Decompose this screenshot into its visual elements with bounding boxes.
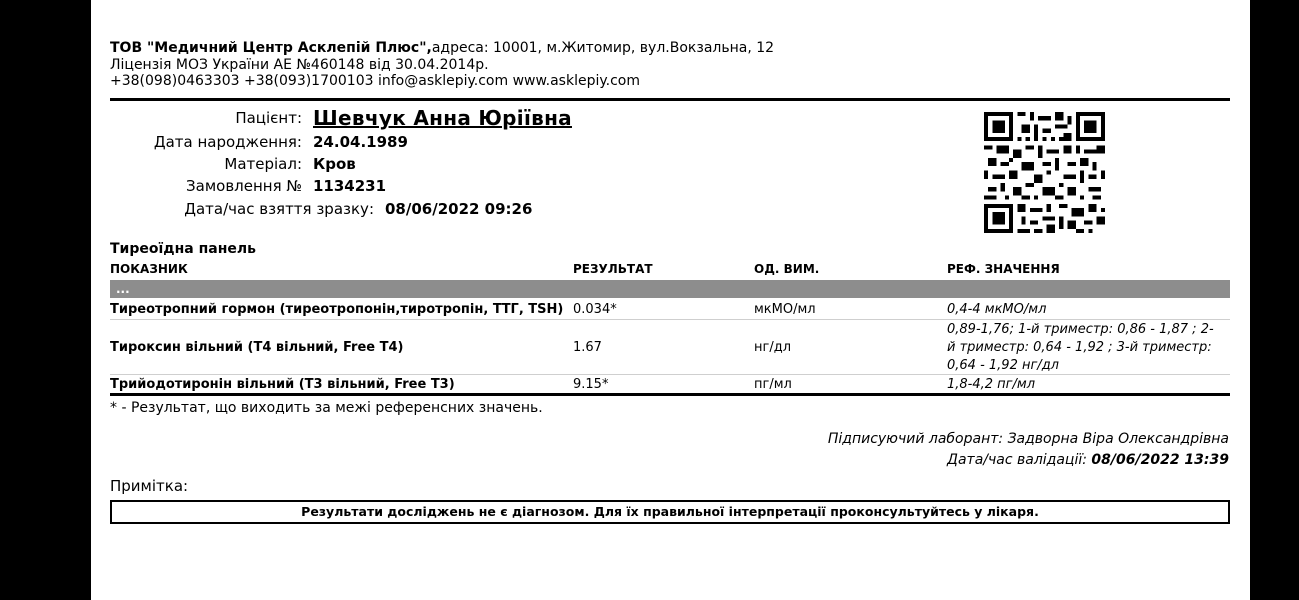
row-3-reference: 1,8-4,2 пг/мл (947, 377, 1035, 392)
section-title: Тиреоїдна панель (110, 241, 256, 257)
row-2-result: 1.67 (573, 340, 602, 355)
dob-label: Дата народження: (153, 133, 302, 151)
col-header-result: РЕЗУЛЬТАТ (573, 262, 653, 276)
row-2-unit: нг/дл (754, 340, 792, 355)
lab-signature (828, 431, 1229, 447)
lab-label: Підписуючий лаборант: (827, 431, 1004, 447)
sample-datetime-label: Дата/час взяття зразку: (184, 200, 374, 218)
col-header-indicator: ПОКАЗНИК (110, 262, 188, 276)
clinic-header (110, 40, 774, 90)
company-address: адреса: 10001, м.Житомир, вул.Вокзальна, 12 (431, 40, 775, 56)
row-1-reference: 0,4-4 мкМО/мл (947, 302, 1047, 317)
company-name: ТОВ "Медичний Центр Асклепій Плюс", (110, 40, 432, 56)
group-placeholder: ... (116, 282, 130, 296)
header-divider (110, 98, 1230, 101)
license-line: Ліцензія МОЗ України АЕ №460148 від 30.04.2014р. (110, 56, 489, 73)
row-3-name: Трийодотиронін вільний (Т3 вільний, Free T3) (110, 377, 455, 392)
material-label: Матеріал: (224, 155, 302, 173)
validation-datetime: 08/06/2022 13:39 (1091, 452, 1229, 468)
col-header-unit: ОД. ВИМ. (754, 262, 820, 276)
row-3-result: 9.15* (573, 377, 609, 392)
note-label: Примітка: (110, 477, 189, 495)
group-band (110, 280, 1230, 298)
row-2-reference: 0,89-1,76; 1-й триместр: 0,86 - 1,87 ; 2-й триместр: 0,64 - 1,92 ; 3-й триместр: 0,64 - 1,92 нг/дл (947, 322, 1214, 373)
row-1-result: 0.034* (573, 302, 617, 317)
row-3-unit: пг/мл (754, 377, 792, 392)
dob-value: 24.04.1989 (313, 133, 408, 151)
table-bottom-rule (110, 393, 1230, 396)
order-label: Замовлення № (186, 177, 302, 195)
col-header-reference: РЕФ. ЗНАЧЕННЯ (947, 262, 1060, 276)
lab-name: Задворна Віра Олександрівна (1007, 431, 1229, 447)
row-1-name: Тиреотропний гормон (тиреотропонін,тиротропін, ТТГ, TSH) (110, 302, 564, 317)
patient-name-label: Пацієнт: (235, 109, 302, 127)
row-2-name: Тироксин вільний (Т4 вільний, Free T4) (110, 340, 404, 355)
order-value: 1134231 (313, 177, 387, 195)
row-divider (110, 374, 1230, 375)
material-value: Кров (313, 155, 356, 173)
document-page (91, 0, 1250, 600)
contacts-line: +38(098)0463303 +38(093)1700103 info@asklepiy.com www.asklepiy.com (110, 73, 641, 89)
footnote: * - Результат, що виходить за межі референсних значень. (110, 400, 543, 416)
sample-datetime-value: 08/06/2022 09:26 (385, 200, 533, 218)
patient-name: Шевчук Анна Юріївна (313, 106, 572, 130)
row-1-unit: мкМО/мл (754, 302, 816, 317)
validation-line (947, 452, 1229, 468)
qr-code-icon (984, 112, 1105, 233)
row-divider (110, 319, 1230, 320)
validation-label: Дата/час валідації: (947, 452, 1087, 468)
disclaimer-box: Результати досліджень не є діагнозом. Для їх правильної інтерпретації проконсультуйтесь у лікаря. (110, 500, 1230, 524)
